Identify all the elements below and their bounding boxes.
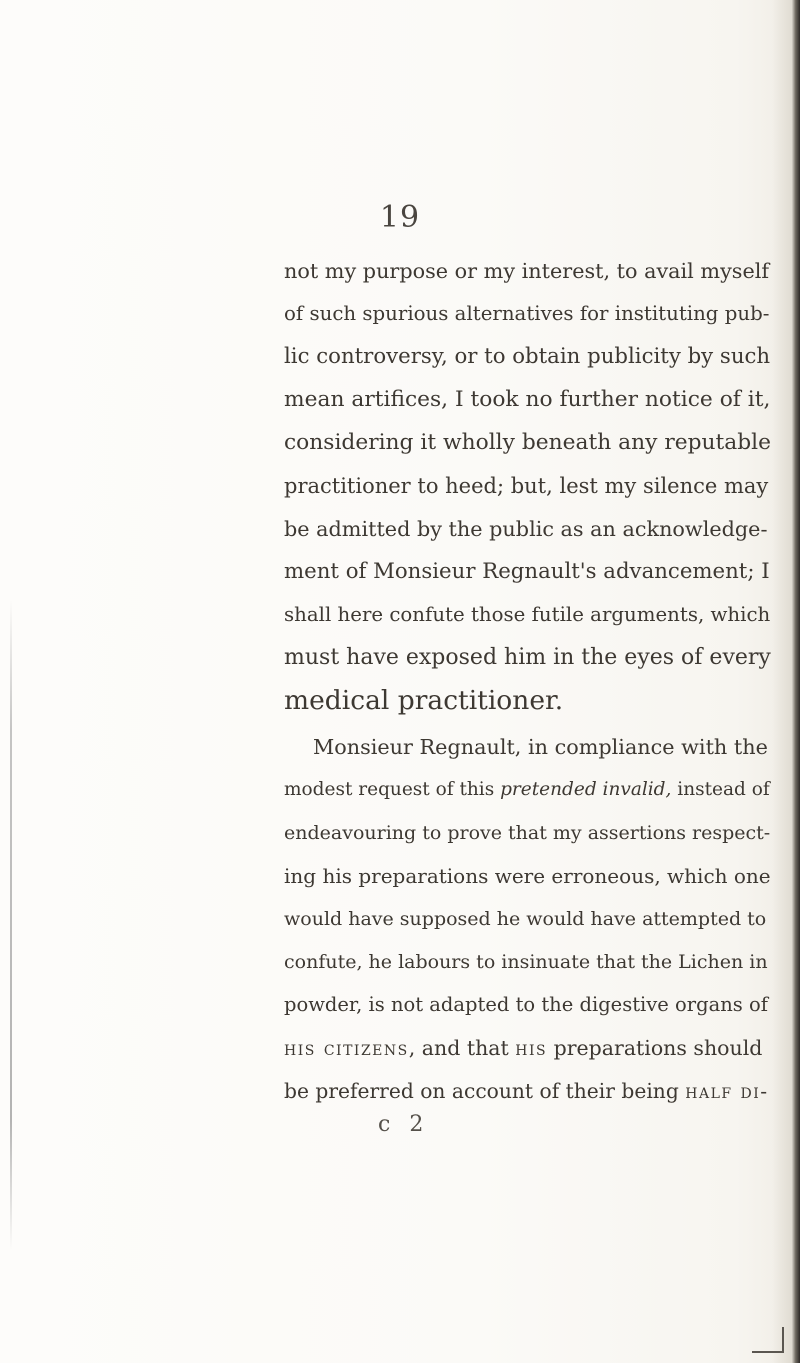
- text-line: Monsieur Regnault, in compliance with the: [313, 735, 768, 759]
- text-line: ment of Monsieur Regnault's advancement; I: [284, 559, 770, 584]
- text-line: of such spurious alternatives for instituting pub-: [284, 302, 770, 325]
- small-caps-phrase: half di-: [685, 1079, 769, 1103]
- text-line: ing his preparations were erroneous, which one: [284, 864, 771, 888]
- text-line: shall here confute those futile arguments, which: [284, 603, 771, 626]
- text-line: medical practitioner.: [284, 685, 564, 716]
- text-line: must have exposed him in the eyes of every: [284, 645, 771, 670]
- text-line: endeavouring to prove that my assertions respect-: [284, 822, 771, 844]
- text-line: modest request of this pretended invalid, instead of: [284, 779, 770, 800]
- italic-phrase: pretended invalid,: [500, 779, 672, 800]
- text-line: considering it wholly beneath any reputable: [284, 430, 771, 455]
- text-line: his citizens, and that his preparations should: [284, 1036, 763, 1060]
- text-line: be admitted by the public as an acknowledge-: [284, 517, 768, 541]
- small-caps-phrase: his citizens: [284, 1036, 409, 1060]
- small-caps-word: his: [515, 1036, 548, 1060]
- page-number: 19: [379, 200, 421, 235]
- signature-mark: c 2: [378, 1112, 430, 1137]
- corner-crop-mark: [752, 1327, 784, 1353]
- text-line: would have supposed he would have attempted to: [284, 908, 767, 930]
- text-line: mean artifices, I took no further notice of it,: [284, 387, 771, 412]
- text-line: lic controversy, or to obtain publicity by such: [284, 344, 771, 369]
- text-line: powder, is not adapted to the digestive organs of: [284, 993, 768, 1016]
- text-line: not my purpose or my interest, to avail myself: [284, 259, 770, 283]
- text-line: be preferred on account of their being half di-: [284, 1079, 769, 1103]
- text-line: practitioner to heed; but, lest my silence may: [284, 474, 769, 498]
- margin-rule: [10, 600, 12, 1250]
- text-line: confute, he labours to insinuate that the Lichen in: [284, 951, 768, 973]
